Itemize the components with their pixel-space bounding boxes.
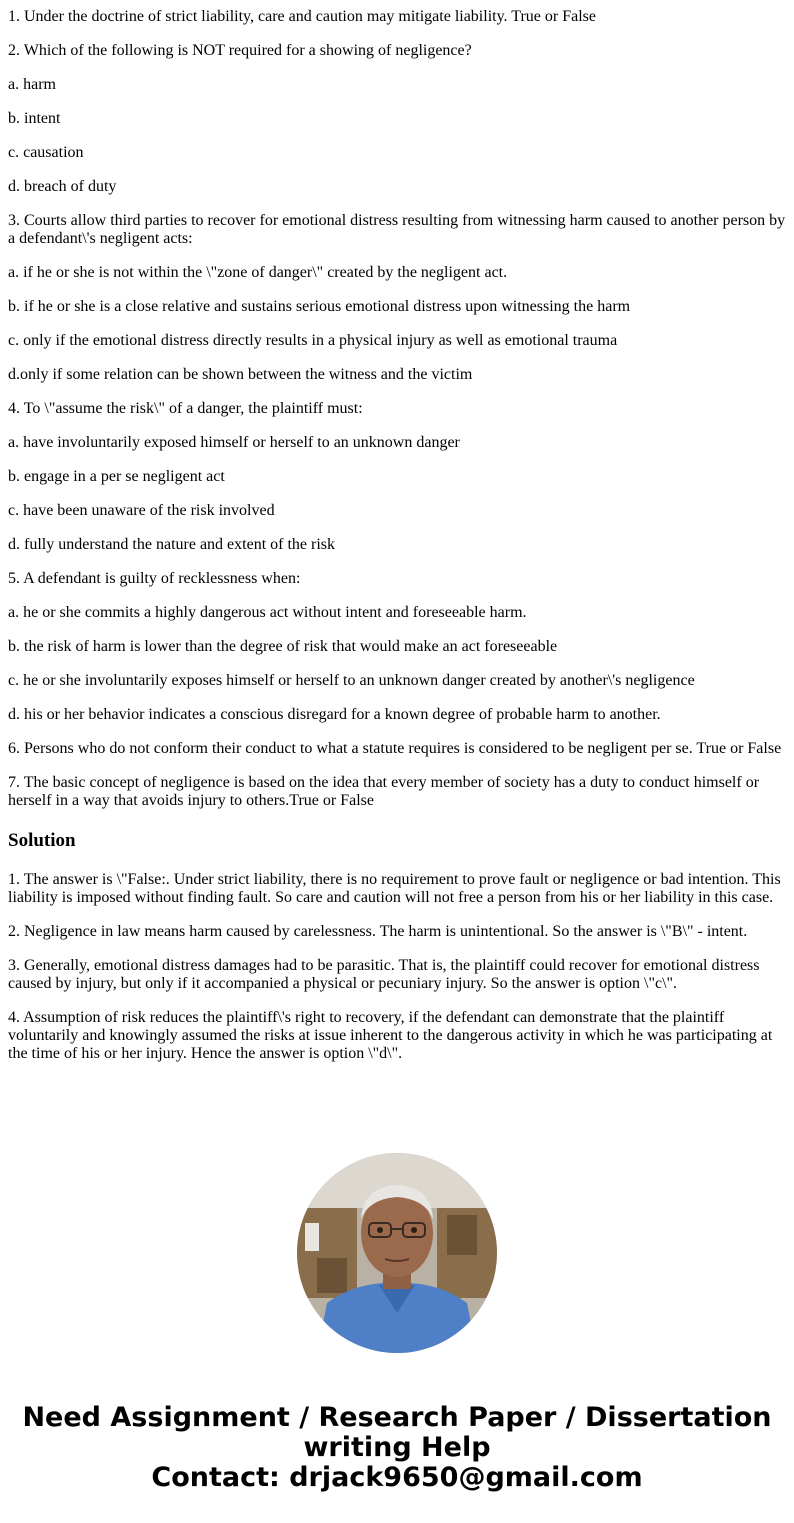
question-2: 2. Which of the following is NOT required for a showing of negligence? [8,42,472,59]
question-5-option-c: c. he or she involuntarily exposes himself or herself to an unknown danger created by another\'s negligence [8,672,695,689]
author-avatar [297,1153,497,1353]
question-2-option-b: b. intent [8,110,61,127]
question-3-option-a: a. if he or she is not within the \"zone of danger\" created by the negligent act. [8,264,508,281]
question-4: 4. To \"assume the risk\" of a danger, the plaintiff must: [8,400,363,417]
question-3: 3. Courts allow third parties to recover for emotional distress resulting from witnessing harm caused to another person by a defendant\'s negligent acts: [8,212,786,247]
question-4-option-c: c. have been unaware of the risk involved [8,502,275,519]
question-5-option-d: d. his or her behavior indicates a conscious disregard for a known degree of probable harm to another. [8,706,661,723]
solution-answer-3: 3. Generally, emotional distress damages had to be parasitic. That is, the plaintiff could recover for emotional distress caused by injury, but only if it accompanied a physical or pecuniary injury. So the answer is option \"c\". [8,957,760,992]
question-2-option-c: c. causation [8,144,84,161]
question-4-option-b: b. engage in a per se negligent act [8,468,225,485]
solution-answer-2: 2. Negligence in law means harm caused by carelessness. The harm is unintentional. So the answer is \"B\" - intent. [8,923,748,940]
question-3-option-d: d.only if some relation can be shown between the witness and the victim [8,366,473,383]
question-3-option-b: b. if he or she is a close relative and sustains serious emotional distress upon witnessing the harm [8,298,631,315]
question-2-option-a: a. harm [8,76,56,93]
author-portrait [297,1153,497,1353]
solution-heading: Solution [8,830,76,851]
footer-help-line: Need Assignment / Research Paper / Dissertation writing Help [22,1402,772,1463]
footer-banner [0,1403,794,1493]
question-5: 5. A defendant is guilty of recklessness when: [8,570,301,587]
question-5-option-a: a. he or she commits a highly dangerous act without intent and foreseeable harm. [8,604,527,621]
solution-answer-4: 4. Assumption of risk reduces the plaintiff\'s right to recovery, if the defendant can demonstrate that the plaintiff voluntarily and knowingly assumed the risks at issue inherent to the dangerous activity in which he was participating at the time of his or her injury. Hence the answer is option \"d\". [8,1009,773,1062]
solution-answer-1: 1. The answer is \"False:. Under strict liability, there is no requirement to prove fault or negligence or bad intention. This liability is imposed without finding fault. So care and caution will not free a person from his or her liability in this case. [8,871,781,906]
question-6: 6. Persons who do not conform their conduct to what a statute requires is considered to be negligent per se. True or False [8,740,782,757]
footer-contact-line: Contact: drjack9650@gmail.com [151,1462,643,1493]
question-7: 7. The basic concept of negligence is based on the idea that every member of society has a duty to conduct himself or herself in a way that avoids injury to others.True or False [8,774,760,809]
question-4-option-a: a. have involuntarily exposed himself or herself to an unknown danger [8,434,460,451]
question-1: 1. Under the doctrine of strict liability, care and caution may mitigate liability. True or False [8,8,596,25]
question-3-option-c: c. only if the emotional distress directly results in a physical injury as well as emotional trauma [8,332,618,349]
question-2-option-d: d. breach of duty [8,178,117,195]
question-4-option-d: d. fully understand the nature and extent of the risk [8,536,336,553]
question-5-option-b: b. the risk of harm is lower than the degree of risk that would make an act foreseeable [8,638,558,655]
